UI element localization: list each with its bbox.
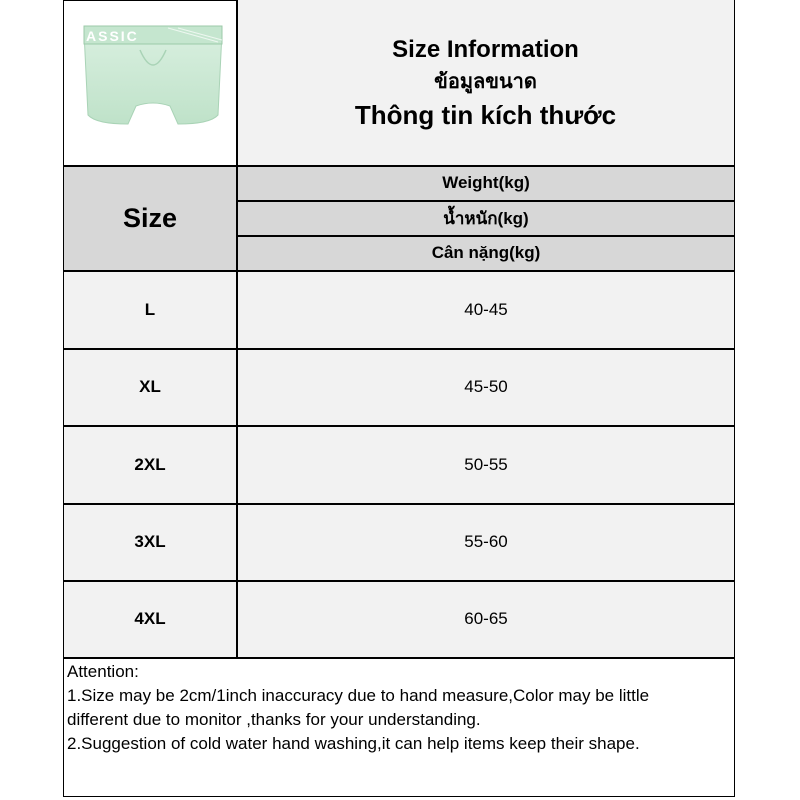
weight-cell: 45-50 [238, 349, 734, 425]
size-cell: 4XL [64, 581, 236, 657]
weight-cell: 40-45 [238, 271, 734, 348]
weight-cell: 55-60 [238, 504, 734, 580]
row-divider [63, 503, 735, 505]
weight-header-english: Weight(kg) [238, 166, 734, 200]
row-divider [237, 235, 735, 237]
product-image [78, 20, 228, 140]
attention-line: 2.Suggestion of cold water hand washing,it can help items keep their shape. [67, 734, 640, 753]
size-cell: 2XL [64, 426, 236, 503]
title-thai: ข้อมูลขนาด [434, 70, 537, 93]
row-divider [63, 270, 735, 272]
weight-cell: 60-65 [238, 581, 734, 657]
attention-line: 1.Size may be 2cm/1inch inaccuracy due to hand measure,Color may be little [67, 686, 650, 705]
row-divider [63, 580, 735, 582]
attention-heading: Attention: [67, 662, 139, 681]
size-cell: XL [64, 349, 236, 425]
row-divider [63, 657, 735, 659]
column-divider [236, 0, 238, 657]
attention-notes [67, 660, 732, 756]
weight-cell: 50-55 [238, 426, 734, 503]
row-divider [237, 200, 735, 202]
row-divider [63, 425, 735, 427]
size-cell: 3XL [64, 504, 236, 580]
attention-line: different due to monitor ,thanks for your understanding. [67, 710, 481, 729]
size-cell: L [64, 271, 236, 348]
size-column-header: Size [64, 166, 236, 270]
weight-header-thai: น้ำหนัก(kg) [238, 201, 734, 235]
title-english: Size Information [392, 35, 579, 63]
title-block [237, 0, 734, 165]
title-vietnamese: Thông tin kích thước [354, 99, 617, 130]
waistband-logo: ASSIC [86, 28, 139, 44]
row-divider [63, 348, 735, 350]
weight-header-vietnamese: Cân nặng(kg) [238, 236, 734, 270]
row-divider [63, 165, 735, 167]
